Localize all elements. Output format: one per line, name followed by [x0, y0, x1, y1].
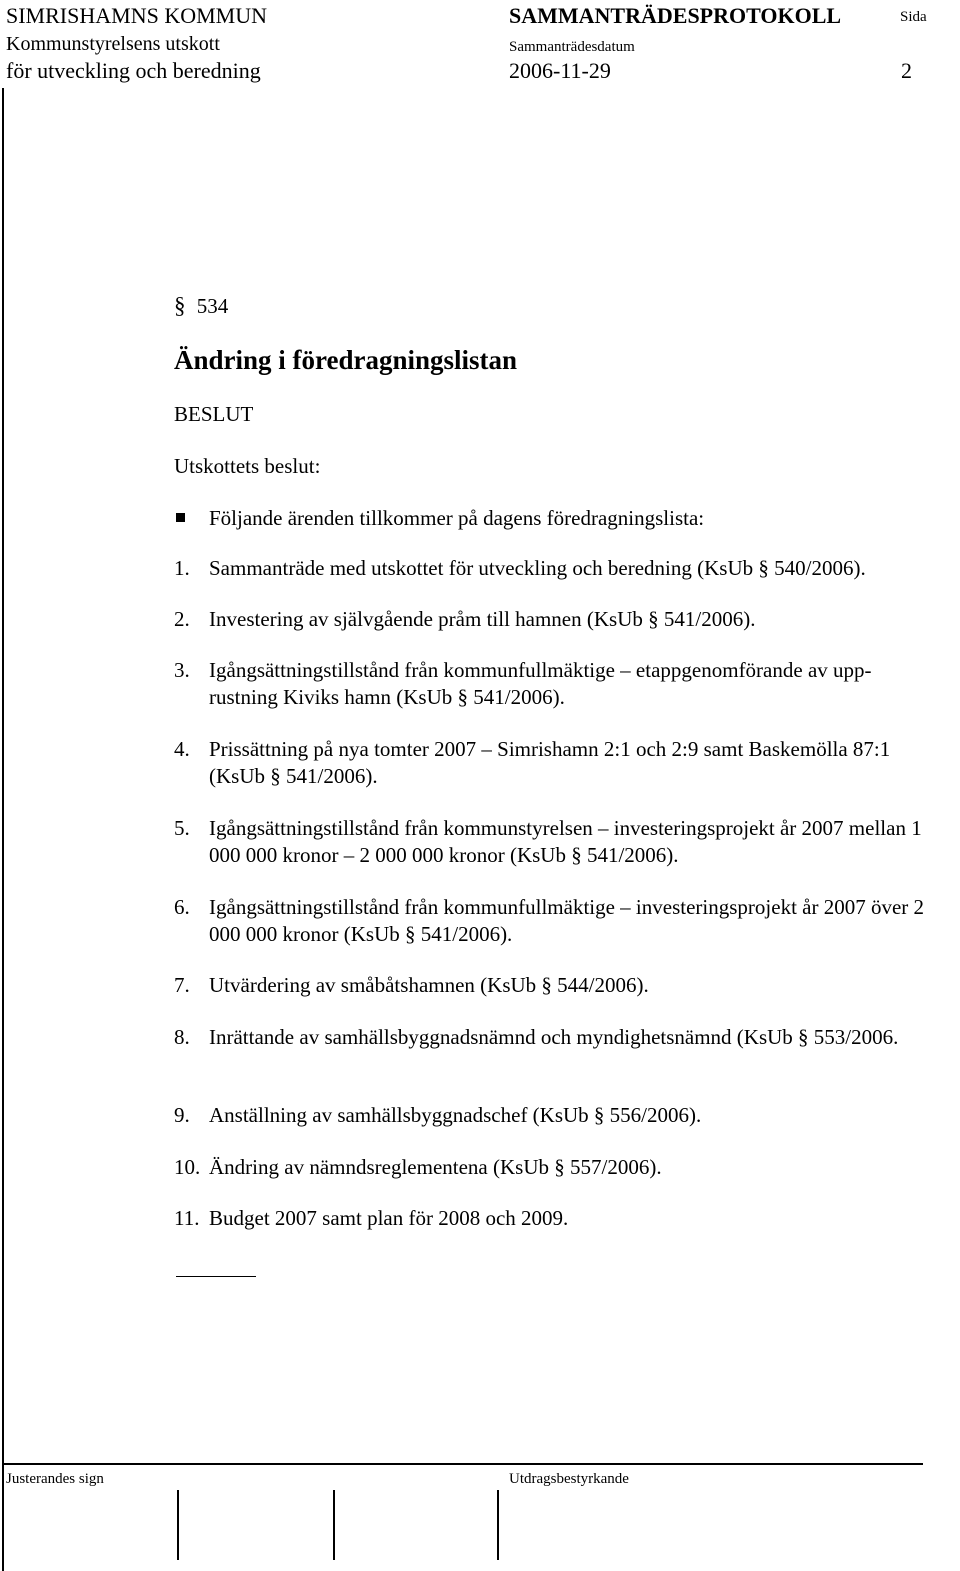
section-end-rule — [176, 1276, 256, 1277]
item-text: Igångsättningstillstånd från kommunfullmäktige – etappgenomförande av upp-rustning Kiviks hamn (KsUb § 541/2006). — [209, 658, 872, 709]
signature-box-divider-3 — [497, 1490, 499, 1560]
signature-box-divider-2 — [333, 1490, 335, 1560]
signer-label: Justerandes sign — [6, 1471, 104, 1487]
item-number: 9. — [174, 1103, 190, 1127]
paragraph-sign: § — [174, 293, 186, 318]
item-text: Ändring av nämndsreglementena (KsUb § 557/2006). — [209, 1155, 662, 1179]
meeting-date: 2006-11-29 — [509, 58, 611, 83]
item-number: 5. — [174, 816, 190, 840]
decision-heading: BESLUT — [174, 402, 254, 426]
decision-subheading: Utskottets beslut: — [174, 454, 321, 478]
item-text: Igångsättningstillstånd från kommunstyrelsen – investeringsprojekt år 2007 mellan 1 000 000 kronor – 2 000 000 kronor (KsUb § 541/2006). — [209, 816, 922, 867]
item-number: 11. — [174, 1206, 200, 1230]
certification-label: Utdragsbestyrkande — [509, 1471, 629, 1487]
square-bullet-icon — [176, 513, 185, 522]
item-number: 10. — [174, 1155, 201, 1179]
left-margin-rule — [2, 88, 4, 1571]
item-number: 3. — [174, 658, 190, 682]
committee-line-1: Kommunstyrelsens utskott — [6, 33, 220, 55]
item-text: Budget 2007 samt plan för 2008 och 2009. — [209, 1206, 569, 1230]
date-label: Sammanträdesdatum — [509, 39, 635, 55]
section-number-value: 534 — [196, 294, 229, 318]
municipality-name: SIMRISHAMNS KOMMUN — [6, 3, 267, 28]
committee-line-2: för utveckling och beredning — [6, 58, 261, 83]
item-text: Igångsättningstillstånd från kommunfullmäktige – investeringsprojekt år 2007 över 2 000 000 kronor (KsUb § 541/2006). — [209, 895, 925, 946]
item-number: 7. — [174, 973, 190, 997]
section-number — [174, 292, 228, 320]
signature-box-divider-1 — [177, 1490, 179, 1560]
item-number: 4. — [174, 737, 190, 761]
item-text: Prissättning på nya tomter 2007 – Simrishamn 2:1 och 2:9 samt Baskemölla 87:1 (KsUb § 541/2006). — [209, 737, 891, 788]
bullet-item — [174, 504, 704, 532]
item-text: Inrättande av samhällsbyggnadsnämnd och myndighetsnämnd (KsUb § 553/2006. — [209, 1025, 899, 1049]
item-number: 2. — [174, 607, 190, 631]
item-text: Utvärdering av småbåtshamnen (KsUb § 544/2006). — [209, 973, 649, 997]
footer-rule — [2, 1463, 923, 1465]
item-text: Investering av självgående pråm till hamnen (KsUb § 541/2006). — [209, 607, 756, 631]
page-number: 2 — [901, 58, 912, 83]
item-number: 6. — [174, 895, 190, 919]
section-title: Ändring i föredragningslistan — [174, 345, 518, 375]
bullet-text: Följande ärenden tillkommer på dagens föredragningslista: — [209, 506, 705, 530]
item-number: 8. — [174, 1025, 190, 1049]
page-label: Sida — [900, 9, 927, 25]
document-type: SAMMANTRÄDESPROTOKOLL — [509, 3, 842, 28]
item-text: Anställning av samhällsbyggnadschef (KsUb § 556/2006). — [209, 1103, 702, 1127]
item-text: Sammanträde med utskottet för utveckling och beredning (KsUb § 540/2006). — [209, 556, 866, 580]
item-number: 1. — [174, 556, 190, 580]
